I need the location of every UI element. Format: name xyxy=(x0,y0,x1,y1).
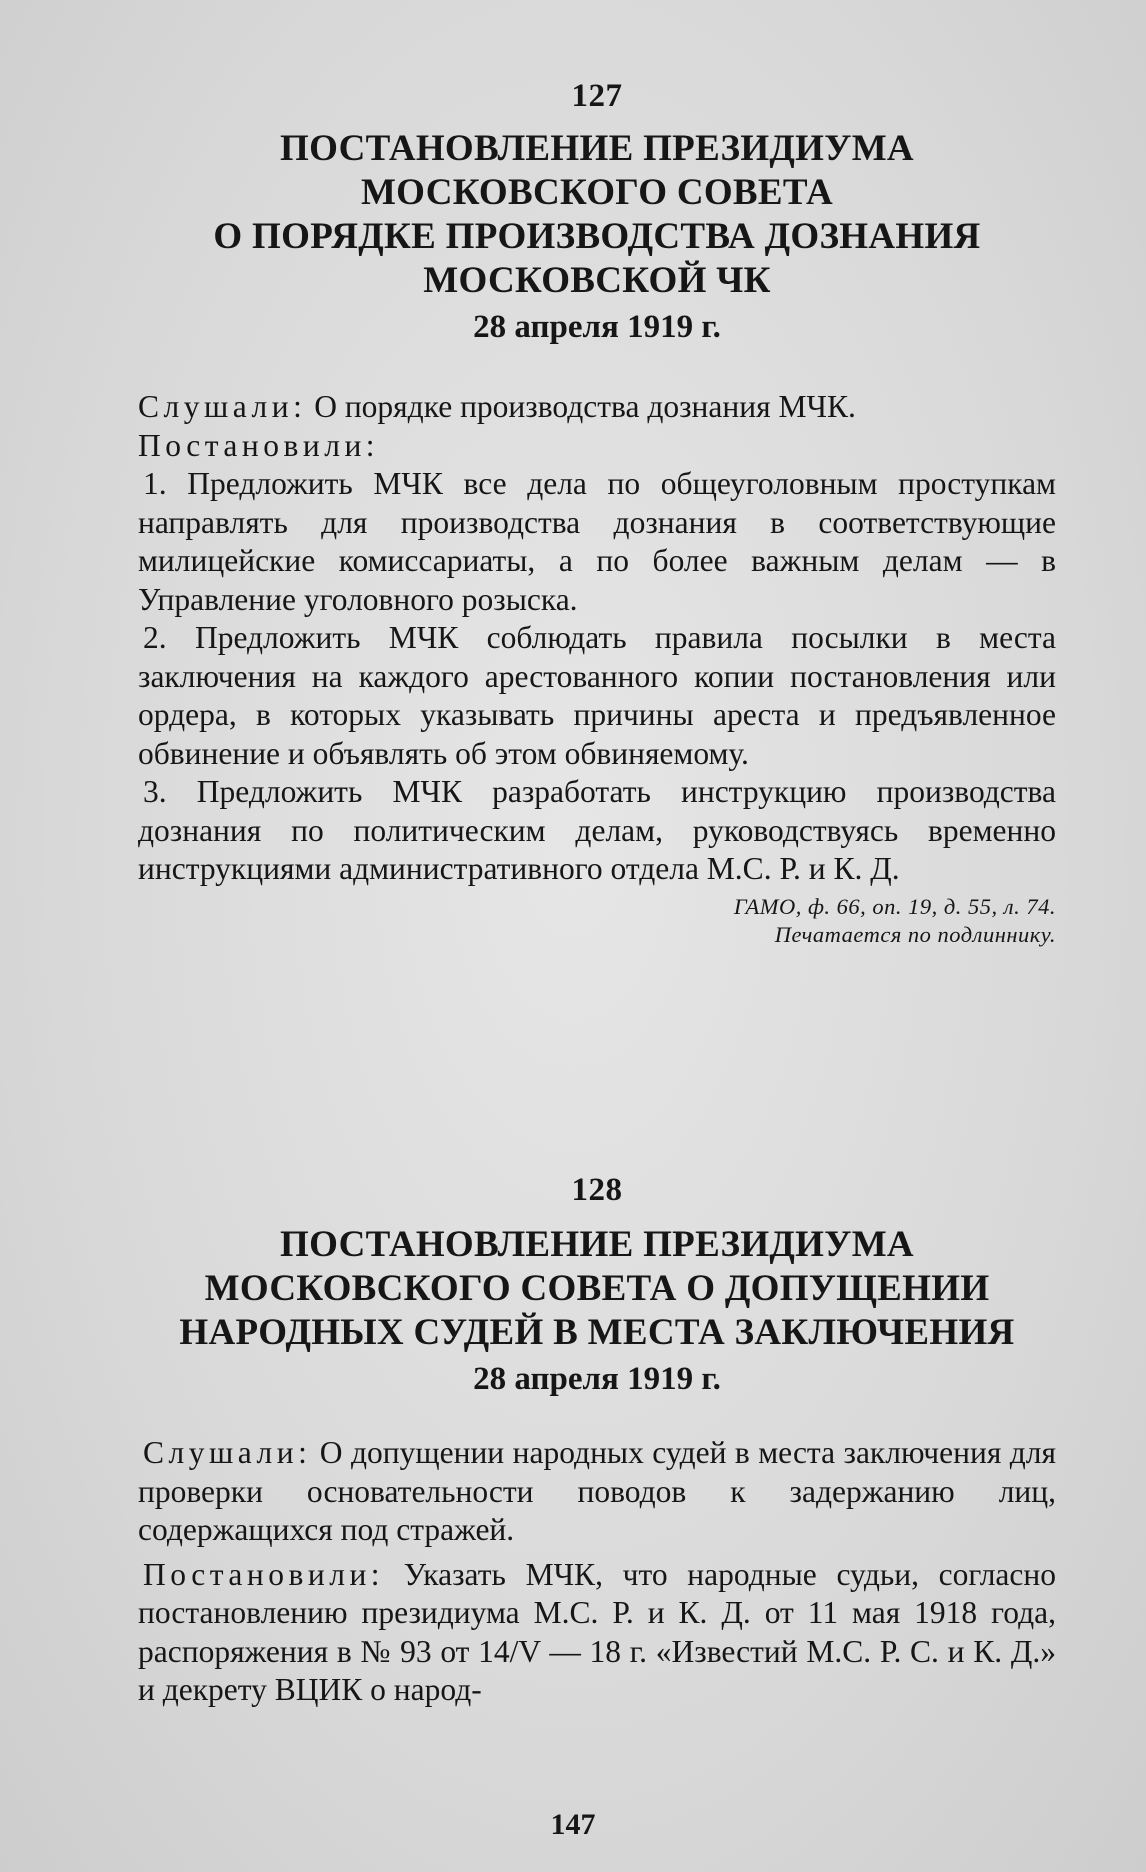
heard-label: Слушали: xyxy=(138,389,307,424)
document-body xyxy=(138,388,1056,889)
document-number: 127 xyxy=(571,78,623,114)
title-line: МОСКОВСКОГО СОВЕТА xyxy=(360,172,834,213)
heard-paragraph xyxy=(138,1434,1056,1550)
resolved-label: Постановили: xyxy=(138,427,380,463)
heard-paragraph xyxy=(138,388,1056,427)
resolution-item: 2. Предложить МЧК соблюдать правила посылки в места заключения на каждого арестованного копии постановления или ордера, в которых указывать причины ареста и предъявленное обвинение и объявлять об этом обвиняемому. xyxy=(138,620,1056,771)
title-line: ПОСТАНОВЛЕНИЕ ПРЕЗИДИУМА xyxy=(280,128,914,169)
document-title xyxy=(138,127,1056,303)
publication-note: Печатается по подлиннику. xyxy=(774,921,1056,947)
page-number: 147 xyxy=(550,1808,596,1841)
title-line: МОСКОВСКОЙ ЧК xyxy=(423,260,771,301)
document-127 xyxy=(138,78,1056,949)
heard-text: О порядке производства дознания МЧК. xyxy=(306,389,856,424)
resolution-item: 1. Предложить МЧК все дела по общеуголовным проступкам направлять для производства дознания в соответствующие милицейские комиссариаты, а по более важным делам — в Управление уголовного розыска. xyxy=(138,466,1056,617)
heard-label: Слушали: xyxy=(143,1435,312,1470)
resolved-text: Указать МЧК, что народные судьи, согласно постановлению президиума М.С. Р. и К. Д. от 11 мая 1918 года, распоряжения в № 93 от 14/V — 18 г. «Известий М.С. Р. С. и К. Д.» и декрету ВЦИК о народ- xyxy=(138,1556,1056,1707)
title-line: МОСКОВСКОГО СОВЕТА О ДОПУЩЕНИИ xyxy=(204,1268,990,1309)
title-line: НАРОДНЫХ СУДЕЙ В МЕСТА ЗАКЛЮЧЕНИЯ xyxy=(179,1312,1015,1353)
document-date: 28 апреля 1919 г. xyxy=(473,309,721,345)
title-line: ПОСТАНОВЛЕНИЕ ПРЕЗИДИУМА xyxy=(280,1224,914,1265)
document-number: 128 xyxy=(571,1172,623,1208)
resolved-paragraph xyxy=(138,1556,1056,1710)
archive-citation: ГАМО, ф. 66, оп. 19, д. 55, л. 74. xyxy=(733,893,1056,919)
title-line: О ПОРЯДКЕ ПРОИЗВОДСТВА ДОЗНАНИЯ xyxy=(213,216,981,257)
heard-text: О допущении народных судей в места заключения для проверки основательности поводов к задержанию лиц, содержащихся под стражей. xyxy=(138,1435,1056,1547)
document-body xyxy=(138,1434,1056,1710)
resolved-label: Постановили: xyxy=(143,1556,385,1592)
document-title xyxy=(138,1223,1056,1355)
archive-reference xyxy=(138,893,1056,949)
document-date: 28 апреля 1919 г. xyxy=(473,1361,721,1397)
resolution-item: 3. Предложить МЧК разработать инструкцию производства дознания по политическим делам, руководствуясь временно инструкциями административного отдела М.С. Р. и К. Д. xyxy=(138,774,1056,886)
document-128 xyxy=(138,1172,1056,1710)
